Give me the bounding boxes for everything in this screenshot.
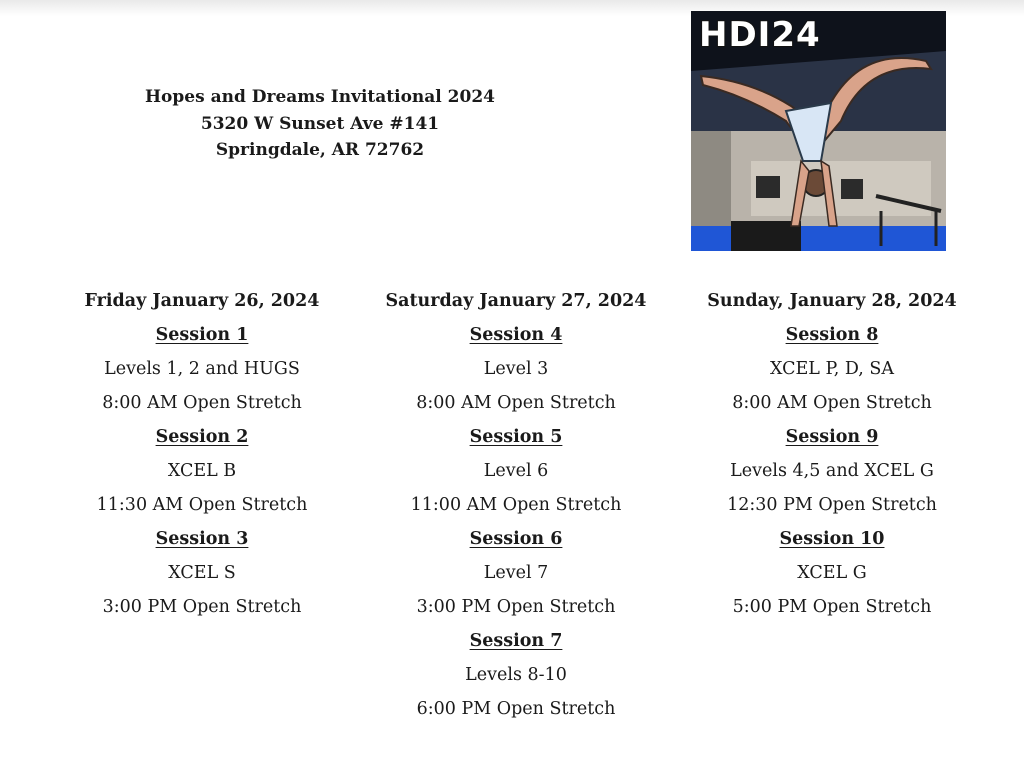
session-heading: Session 10 (779, 529, 885, 549)
session-levels: XCEL P, D, SA (769, 359, 894, 379)
session-levels: Levels 8-10 (465, 665, 567, 685)
session-time: 3:00 PM Open Stretch (416, 597, 616, 617)
logo-text: HDI24 (699, 15, 821, 55)
meet-address-block (120, 84, 520, 164)
day-column-friday (42, 284, 362, 624)
city-state-zip: Springdale, AR 72762 (215, 140, 425, 160)
session-time: 8:00 AM Open Stretch (102, 393, 302, 413)
session-levels: XCEL B (167, 461, 237, 481)
session-levels: Level 3 (483, 359, 549, 379)
session-levels: XCEL G (797, 563, 867, 583)
session-levels: XCEL S (168, 563, 236, 583)
session-time: 12:30 PM Open Stretch (727, 495, 937, 515)
session-time: 8:00 AM Open Stretch (416, 393, 616, 413)
session-heading: Session 6 (469, 529, 563, 549)
session-levels: Levels 1, 2 and HUGS (104, 359, 300, 379)
meet-logo-image (691, 11, 946, 251)
session-time: 5:00 PM Open Stretch (732, 597, 932, 617)
day-column-saturday (356, 284, 676, 726)
street-address: 5320 W Sunset Ave #141 (200, 113, 440, 134)
day-title: Sunday, January 28, 2024 (707, 291, 957, 311)
session-levels: Levels 4,5 and XCEL G (730, 461, 934, 481)
session-heading: Session 7 (469, 631, 563, 651)
session-time: 11:00 AM Open Stretch (410, 495, 622, 515)
session-heading: Session 1 (155, 325, 249, 345)
session-levels: Level 7 (483, 563, 549, 583)
session-time: 8:00 AM Open Stretch (732, 393, 932, 413)
meet-title: Hopes and Dreams Invitational 2024 (144, 87, 495, 107)
session-levels: Level 6 (483, 461, 549, 481)
session-heading: Session 2 (155, 427, 249, 447)
session-heading: Session 8 (785, 325, 879, 345)
session-time: 3:00 PM Open Stretch (102, 597, 302, 617)
day-column-sunday (672, 284, 992, 624)
session-heading: Session 5 (469, 427, 563, 447)
session-heading: Session 4 (469, 325, 563, 345)
session-heading: Session 3 (155, 529, 249, 549)
day-title: Friday January 26, 2024 (84, 291, 320, 311)
session-time: 11:30 AM Open Stretch (96, 495, 308, 515)
session-heading: Session 9 (785, 427, 879, 447)
session-time: 6:00 PM Open Stretch (416, 699, 616, 719)
day-title: Saturday January 27, 2024 (385, 291, 647, 311)
